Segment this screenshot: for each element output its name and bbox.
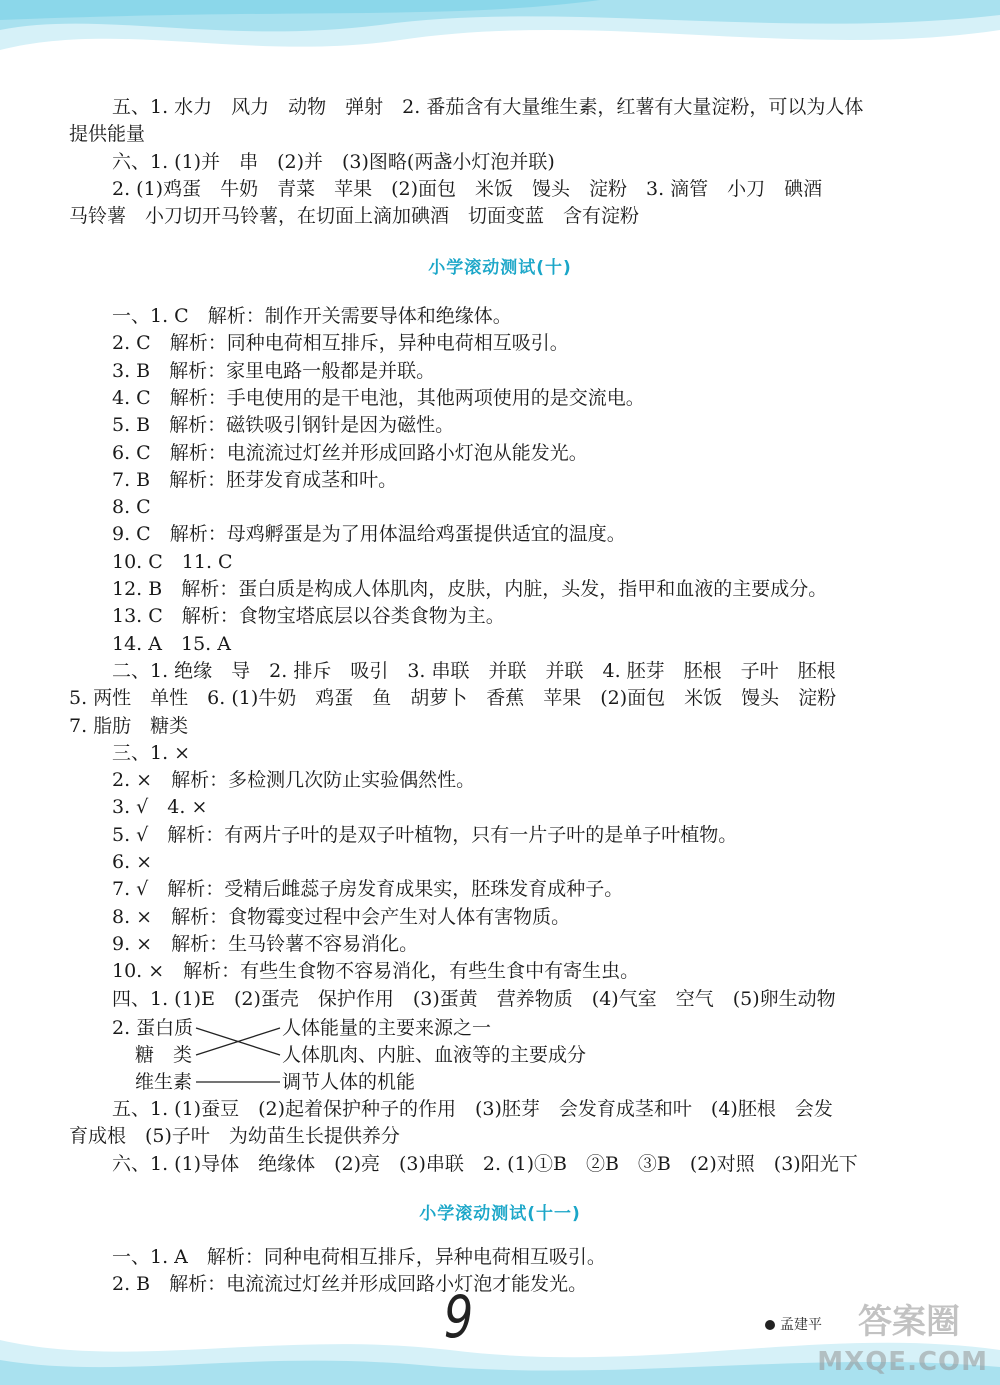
answer-line: 二、1. 绝缘 导 2. 排斥 吸引 3. 串联 并联 并联 4. 胚芽 胚根 子叶 胚根: [112, 659, 836, 682]
answer-line: 7. B 解析：胚芽发育成茎和叶。: [112, 468, 398, 491]
match-left-3: 维生素: [135, 1071, 193, 1093]
footer-text: 孟建平: [780, 1317, 822, 1333]
match-left-2: 糖 类: [135, 1044, 193, 1066]
answer-line: 5. √ 解析：有两片子叶的是双子叶植物，只有一片子叶的是单子叶植物。: [112, 823, 738, 846]
answer-line: 六、1. (1)并 串 (2)并 (3)图略(两盏小灯泡并联): [112, 150, 555, 173]
answer-line: 3. B 解析：家里电路一般都是并联。: [112, 359, 436, 382]
answer-line: 育成根 (5)子叶 为幼苗生长提供养分: [69, 1125, 400, 1148]
answer-line: 六、1. (1)导体 绝缘体 (2)亮 (3)串联 2. (1)①B ②B ③B (2)对照 (3)阳光下: [112, 1152, 858, 1175]
answer-line: 9. C 解析：母鸡孵蛋是为了用体温给鸡蛋提供适宜的温度。: [112, 523, 626, 546]
answer-line: 3. √ 4. ×: [112, 796, 208, 819]
answer-line: 五、1. (1)蚕豆 (2)起着保护种子的作用 (3)胚芽 会发育成茎和叶 (4)胚根 会发: [112, 1098, 833, 1120]
answer-line: 12. B 解析：蛋白质是构成人体肌肉，皮肤，内脏，头发，指甲和血液的主要成分。: [112, 578, 828, 600]
match-left-1: 2. 蛋白质: [112, 1017, 194, 1039]
answer-line: 8. C: [112, 496, 151, 519]
answer-line: 2. (1)鸡蛋 牛奶 青菜 苹果 (2)面包 米饭 馒头 淀粉 3. 滴管 小刀 碘酒: [112, 177, 823, 200]
answer-line: 一、1. A 解析：同种电荷相互排斥，异种电荷相互吸引。: [112, 1246, 606, 1268]
section-title-test-11: 小学滚动测试(十一): [419, 1204, 581, 1224]
handwritten-page-number: 9: [443, 1283, 474, 1351]
matching-lines: [190, 1015, 290, 1095]
answer-line: 提供能量: [69, 123, 146, 146]
answer-line: 8. × 解析：食物霉变过程中会产生对人体有害物质。: [112, 905, 571, 928]
match-right-2: 人体肌肉、内脏、血液等的主要成分: [282, 1044, 587, 1066]
match-right-1: 人体能量的主要来源之一: [282, 1017, 492, 1039]
answer-line: 9. × 解析：生马铃薯不容易消化。: [112, 932, 419, 955]
answer-line: 4. C 解析：手电使用的是干电池，其他两项使用的是交流电。: [112, 386, 645, 409]
answer-line: 2. B 解析：电流流过灯丝并形成回路小灯泡才能发光。: [112, 1273, 588, 1296]
answer-line: 2. C 解析：同种电荷相互排斥，异种电荷相互吸引。: [112, 332, 569, 355]
answer-line: 四、1. (1)E (2)蛋壳 保护作用 (3)蛋黄 营养物质 (4)气室 空气 (5)卵生动物: [112, 987, 836, 1010]
answer-line: 13. C 解析：食物宝塔底层以谷类食物为主。: [112, 605, 505, 628]
match-right-3: 调节人体的机能: [282, 1071, 416, 1093]
answer-line: 一、1. C 解析：制作开关需要导体和绝缘体。: [112, 305, 512, 327]
answer-line: 三、1. ×: [112, 741, 191, 764]
watermark-logo: 答案圈: [858, 1302, 960, 1342]
answer-line: 14. A 15. A: [112, 632, 231, 655]
section-title-test-10: 小学滚动测试(十): [428, 258, 572, 278]
answer-line: 2. × 解析：多检测几次防止实验偶然性。: [112, 769, 476, 792]
answer-line: 10. C 11. C: [112, 550, 233, 573]
bullet-icon: [765, 1320, 775, 1330]
answer-line: 马铃薯 小刀切开马铃薯，在切面上滴加碘酒 切面变蓝 含有淀粉: [69, 205, 640, 228]
answer-line: 7. √ 解析：受精后雌蕊子房发育成果实，胚珠发育成种子。: [112, 878, 624, 901]
answer-line: 6. C 解析：电流流过灯丝并形成回路小灯泡从能发光。: [112, 441, 588, 464]
answer-line: 5. B 解析：磁铁吸引钢针是因为磁性。: [112, 414, 455, 437]
answer-line: 5. 两性 单性 6. (1)牛奶 鸡蛋 鱼 胡萝卜 香蕉 苹果 (2)面包 米饭 馒头 淀粉: [69, 687, 837, 710]
answer-line: 五、1. 水力 风力 动物 弹射 2. 番茄含有大量维生素，红薯有大量淀粉，可以为人体: [112, 96, 864, 118]
answer-line: 7. 脂肪 糖类: [69, 714, 189, 737]
answer-line: 6. ×: [112, 851, 153, 873]
watermark-text: MXQE.COM: [817, 1347, 988, 1377]
answer-line: 10. × 解析：有些生食物不容易消化，有些生食中有寄生虫。: [112, 960, 640, 983]
footer-publisher: [765, 1314, 822, 1334]
